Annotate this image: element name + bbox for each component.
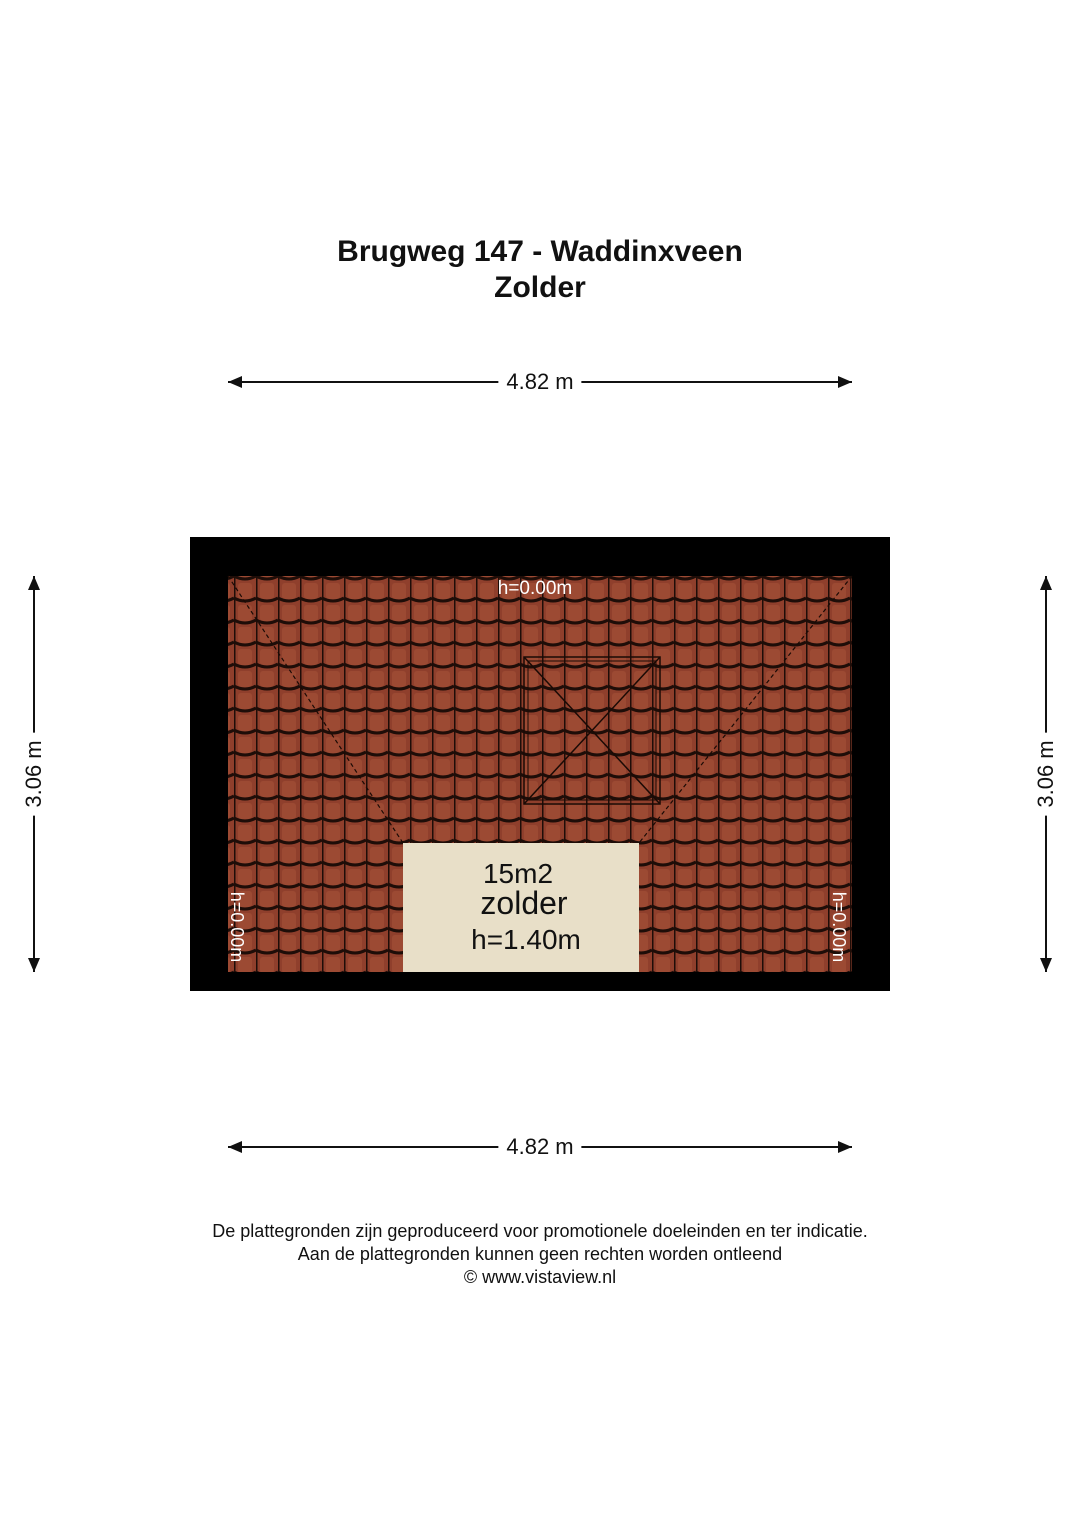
dimension-top [228,370,852,394]
dimension-left-label: 3.06 m [21,732,47,815]
arrow-right-icon [838,376,852,388]
dimension-left [22,576,46,972]
dimension-right-label: 3.06 m [1033,732,1059,815]
room-area: 15m2 [482,858,554,889]
arrow-down-icon [28,958,40,972]
arrow-right-icon [838,1141,852,1153]
arrow-left-icon [228,376,242,388]
roof-height-left: h=0.00m [227,891,247,963]
dimension-bottom-label: 4.82 m [498,1133,581,1161]
dimension-bottom [228,1135,852,1159]
arrow-up-icon [28,576,40,590]
roof-height-top: h=0.00m [497,578,573,599]
disclaimer-line-2: Aan de plattegronden kunnen geen rechten worden ontleend [297,1244,783,1264]
copyright-line: © www.vistaview.nl [463,1267,617,1287]
plan-title: Brugweg 147 - Waddinxveen [337,235,743,268]
room-height: h=1.40m [471,924,581,955]
arrow-left-icon [228,1141,242,1153]
arrow-up-icon [1040,576,1052,590]
room-name: zolder [480,885,568,921]
floor-plan [190,537,890,991]
dimension-right [1034,576,1058,972]
disclaimer-line-1: De plattegronden zijn geproduceerd voor promotionele doeleinden en ter indicatie. [212,1221,868,1241]
dimension-top-label: 4.82 m [498,368,581,396]
arrow-down-icon [1040,958,1052,972]
floor-name: Zolder [494,271,586,304]
roof-height-right: h=0.00m [829,891,849,963]
